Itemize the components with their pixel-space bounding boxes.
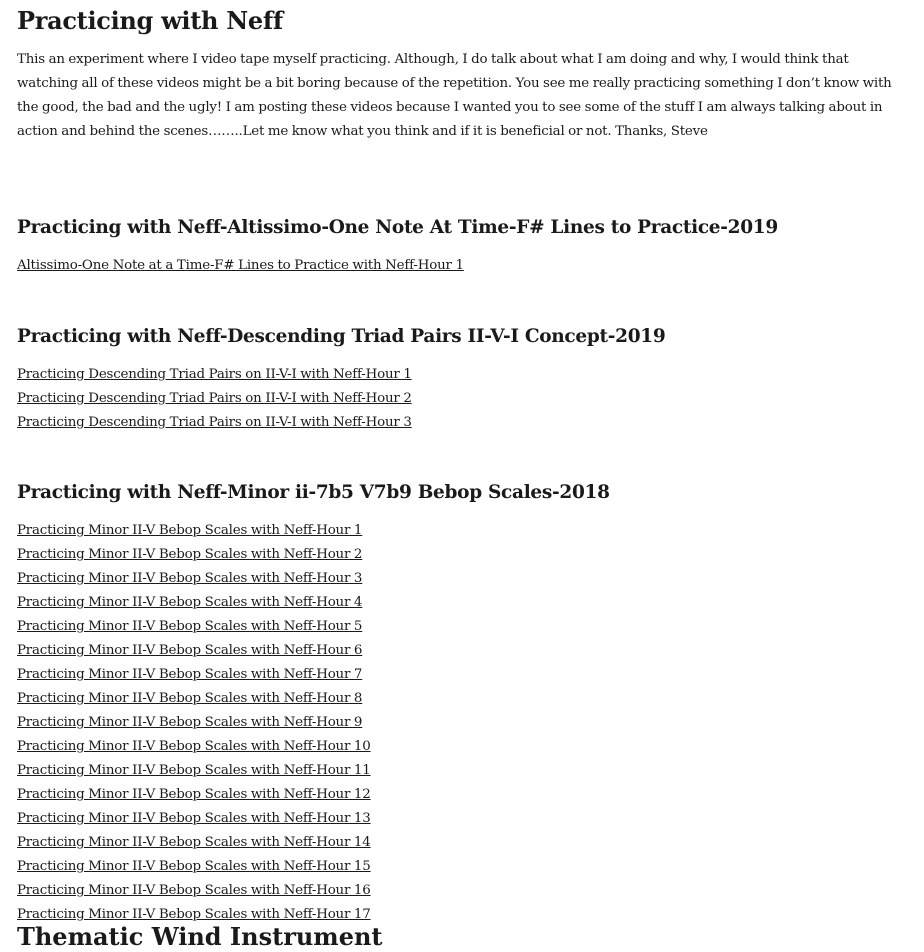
list-item	[17, 565, 912, 589]
list-item	[17, 685, 912, 709]
video-link-bebop-hour-7[interactable]: Practicing Minor II-V Bebop Scales with Neff-Hour 7	[17, 667, 363, 682]
video-link-triads-hour-1[interactable]: Practicing Descending Triad Pairs on II-V-I with Neff-Hour 1	[17, 367, 412, 382]
list-item	[17, 385, 912, 409]
list-item	[17, 589, 912, 613]
list-item	[17, 613, 912, 637]
list-item	[17, 252, 912, 276]
video-link-bebop-hour-3[interactable]: Practicing Minor II-V Bebop Scales with Neff-Hour 3	[17, 571, 363, 586]
video-link-bebop-hour-12[interactable]: Practicing Minor II-V Bebop Scales with Neff-Hour 12	[17, 787, 371, 802]
list-item	[17, 853, 912, 877]
video-link-bebop-hour-9[interactable]: Practicing Minor II-V Bebop Scales with Neff-Hour 9	[17, 715, 363, 730]
list-item	[17, 877, 912, 901]
link-list-minor-bebop	[17, 517, 912, 925]
section-title-descending-triads: Practicing with Neff-Descending Triad Pairs II-V-I Concept-2019	[17, 326, 666, 347]
video-link-bebop-hour-8[interactable]: Practicing Minor II-V Bebop Scales with Neff-Hour 8	[17, 691, 363, 706]
section-minor-bebop	[17, 481, 912, 925]
video-link-triads-hour-3[interactable]: Practicing Descending Triad Pairs on II-V-I with Neff-Hour 3	[17, 415, 412, 430]
section-descending-triads	[17, 325, 912, 433]
list-item	[17, 709, 912, 733]
video-link-bebop-hour-17[interactable]: Practicing Minor II-V Bebop Scales with Neff-Hour 17	[17, 907, 371, 922]
section-altissimo	[17, 216, 912, 276]
list-item	[17, 409, 912, 433]
video-link-bebop-hour-14[interactable]: Practicing Minor II-V Bebop Scales with Neff-Hour 14	[17, 835, 371, 850]
page-title: Practicing with Neff	[17, 6, 283, 35]
link-list-descending-triads	[17, 361, 912, 433]
video-link-bebop-hour-11[interactable]: Practicing Minor II-V Bebop Scales with Neff-Hour 11	[17, 763, 371, 778]
video-link-bebop-hour-16[interactable]: Practicing Minor II-V Bebop Scales with Neff-Hour 16	[17, 883, 371, 898]
list-item	[17, 757, 912, 781]
link-list-altissimo	[17, 252, 912, 276]
video-link-triads-hour-2[interactable]: Practicing Descending Triad Pairs on II-V-I with Neff-Hour 2	[17, 391, 412, 406]
section-title-altissimo: Practicing with Neff-Altissimo-One Note At Time-F# Lines to Practice-2019	[17, 217, 778, 238]
page-content	[17, 0, 912, 951]
list-item	[17, 361, 912, 385]
video-link-bebop-hour-1[interactable]: Practicing Minor II-V Bebop Scales with Neff-Hour 1	[17, 523, 363, 538]
list-item	[17, 661, 912, 685]
video-link-altissimo-hour-1[interactable]: Altissimo-One Note at a Time-F# Lines to Practice with Neff-Hour 1	[17, 258, 464, 273]
video-link-bebop-hour-10[interactable]: Practicing Minor II-V Bebop Scales with Neff-Hour 10	[17, 739, 371, 754]
list-item	[17, 805, 912, 829]
list-item	[17, 829, 912, 853]
video-link-bebop-hour-13[interactable]: Practicing Minor II-V Bebop Scales with Neff-Hour 13	[17, 811, 371, 826]
intro-paragraph: This an experiment where I video tape myself practicing. Although, I do talk about what I am doing and why, I would think that watching all of these videos might be a bit boring because of the repetition. You see me really practicing something I don’t know with the good, the bad and the ugly! I am posting these videos because I wanted you to see some of the stuff I am always talking about in action and behind the scenes……..Let me know what you think and if it is beneficial or not. Thanks, Steve	[17, 52, 892, 139]
list-item	[17, 637, 912, 661]
video-link-bebop-hour-2[interactable]: Practicing Minor II-V Bebop Scales with Neff-Hour 2	[17, 547, 363, 562]
video-link-bebop-hour-15[interactable]: Practicing Minor II-V Bebop Scales with Neff-Hour 15	[17, 859, 371, 874]
next-section-heading-cut-off: Thematic Wind Instrument	[17, 922, 383, 951]
video-link-bebop-hour-4[interactable]: Practicing Minor II-V Bebop Scales with Neff-Hour 4	[17, 595, 363, 610]
list-item	[17, 733, 912, 757]
list-item	[17, 517, 912, 541]
video-link-bebop-hour-5[interactable]: Practicing Minor II-V Bebop Scales with Neff-Hour 5	[17, 619, 363, 634]
list-item	[17, 541, 912, 565]
video-link-bebop-hour-6[interactable]: Practicing Minor II-V Bebop Scales with Neff-Hour 6	[17, 643, 363, 658]
list-item	[17, 781, 912, 805]
section-title-minor-bebop: Practicing with Neff-Minor ii-7b5 V7b9 Bebop Scales-2018	[17, 482, 610, 503]
